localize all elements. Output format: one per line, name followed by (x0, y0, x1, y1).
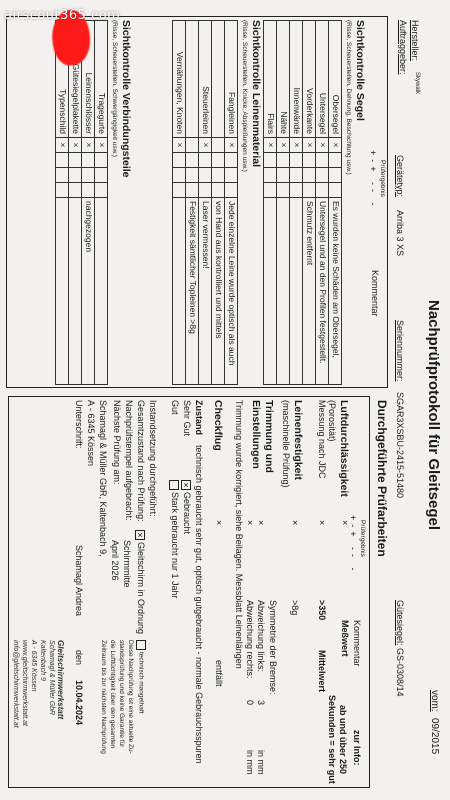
inst-value3: April 2026 (110, 540, 120, 581)
trimmung-links-label: Abweichung links: (256, 600, 266, 673)
segel-row-mark: × (290, 138, 303, 153)
leinen-row-comment: von Hand aus kontrolliert und mittels (212, 198, 225, 385)
verbindung-row-comment: nachgezogen (82, 198, 95, 385)
luft-title: Luftdurchlässigkeit (338, 400, 350, 497)
verbindung-row-empty (56, 153, 69, 168)
verbindung-row-label: Gütesiegelplakette (69, 21, 82, 138)
leinen-row-empty (186, 168, 199, 183)
segel-row-empty (290, 183, 303, 198)
leinen-row-mark: × (225, 138, 238, 153)
verbindung-row-empty (95, 183, 108, 198)
leinen-row-empty (225, 153, 238, 168)
verbindung-row-mark: × (82, 138, 95, 153)
leinen-title: Sichtkontrolle Leinenmaterial (250, 20, 262, 168)
segel-row-empty (303, 153, 316, 168)
verbindung-row-empty (95, 168, 108, 183)
segel-row (264, 21, 277, 385)
luft-line1: (Porosität) (327, 400, 337, 442)
segel-row-empty (290, 168, 303, 183)
zustand-option-gebraucht: ×Gebraucht (181, 480, 192, 534)
segel-row (277, 21, 290, 385)
check-mark: × (214, 520, 224, 526)
segel-row-empty (329, 183, 342, 198)
inst-line6: A - 6345 Kössen (86, 400, 96, 467)
segel-row-mark: × (316, 138, 329, 153)
stamp-line2: Schamagl & Müller GbR (48, 640, 55, 716)
segel-row-comment (290, 198, 303, 385)
check-value: entfällt (214, 660, 224, 687)
inst-checkbox-mangelhaft (136, 640, 146, 650)
leinen-row (173, 21, 186, 385)
inst-value4: Schamagl Andrea (74, 545, 84, 617)
verbindung-row-empty (82, 153, 95, 168)
zustand-checkbox-stark (169, 480, 179, 490)
leinen-row-empty (225, 168, 238, 183)
zustand-line1: technisch gebraucht sehr gut, optisch gutgebraucht - normale Gebrauchsspuren (194, 445, 204, 764)
check-title: Checkflug (212, 400, 224, 451)
verbindung-row-empty (69, 153, 82, 168)
stamp-line6: info@gleitschirmwerkstatt.at (12, 640, 19, 728)
segel-row-comment: Schmutz entfernt (303, 198, 316, 385)
segel-row-mark: × (277, 138, 290, 153)
trimmung-line1: Trimmung wurde korrigiert, siehe Beilagen. Messblatt Leinenlängen (234, 400, 244, 669)
verbindung-row-label: Leinenschlösser (82, 21, 95, 138)
leinen-row-empty (212, 168, 225, 183)
verbindung-table (55, 20, 108, 385)
segel-row-empty (303, 168, 316, 183)
guetesiegel-label: Gütesiegel: (395, 600, 405, 646)
segel-row-comment: Es wurden keine Schäden am Obersegel, (329, 198, 342, 385)
luft-mittelwert: Mittelwert (317, 650, 327, 693)
luft-messwert: >350 (317, 600, 327, 621)
left-col-marks: +-+ -- - (368, 150, 378, 210)
seriennummer-value: SGAR3XSBU-2415-51480 (395, 392, 405, 499)
segel-row-mark: × (329, 138, 342, 153)
verbindung-row-empty (82, 168, 95, 183)
segel-row-label: Obersegel (329, 21, 342, 138)
stamp-line1: Gleitschirmwerkstatt (56, 640, 65, 720)
verbindung-row-comment (69, 198, 82, 385)
segel-row-label: Nähte (277, 21, 290, 138)
luft-mark2: × (317, 520, 327, 526)
verbindung-row-label: Tragegurte (95, 21, 108, 138)
leinen-row-empty (186, 183, 199, 198)
hersteller-value: Skywalk (414, 72, 420, 95)
verbindung-row-mark: × (95, 138, 108, 153)
stamp-line5: www.gleitschirmwerkstatt.at (21, 640, 28, 726)
verbindung-row (56, 21, 69, 385)
trimmung-rechts-value: 0 (245, 700, 255, 706)
verbindung-row-empty (69, 168, 82, 183)
leinen-row-comment (173, 198, 186, 385)
zustand-checkbox-gebraucht (181, 480, 191, 490)
leinen-row-mark (186, 138, 199, 153)
segel-row-empty (316, 183, 329, 198)
segel-row (303, 21, 316, 385)
leinen-row-comment: Festigkeit sämtlicher Topleinen >8g (186, 198, 199, 385)
leinen-row-label: Steuerleinen (199, 21, 212, 138)
leinen-row (199, 21, 212, 385)
leinen-row-empty (173, 183, 186, 198)
inst-value2: Schirmmitte (122, 540, 132, 588)
luft-line2: Messung nach JDC (317, 400, 327, 479)
auftraggeber-label: Auftraggeber: (398, 20, 408, 75)
segel-row-empty (264, 183, 277, 198)
verbindung-row (69, 21, 82, 385)
leinenfest-title: Leinenfestigkeit (292, 400, 304, 480)
verbindung-row (95, 21, 108, 385)
inst-line7: Unterschrift: (74, 400, 84, 449)
zustand-label: Zustand (194, 400, 204, 435)
segel-row-empty (290, 153, 303, 168)
segel-row-label: Vorderkante (303, 21, 316, 138)
leinen-row (186, 21, 199, 385)
leinen-row-mark (212, 138, 225, 153)
segel-row (290, 21, 303, 385)
luft-messwert-label: Meßwert (340, 620, 350, 657)
segel-row-empty (264, 153, 277, 168)
verbindung-row-empty (69, 183, 82, 198)
segel-row-label: Flairs (264, 21, 277, 138)
stamp-line4: A - 6345 Kössen (30, 640, 37, 692)
leinen-row (225, 21, 238, 385)
segel-row-empty (316, 153, 329, 168)
trimmung-mark2: × (245, 520, 255, 526)
inst-date-label: den (74, 650, 84, 666)
trimmung-mark1: × (256, 520, 266, 526)
leinen-row-mark: × (173, 138, 186, 153)
inst-value1: ×Gleitschirm in Ordnung (135, 530, 146, 634)
inst-line1: Instandsetzung durchgeführt: (148, 400, 158, 517)
leinen-row (212, 21, 225, 385)
segel-row-empty (316, 168, 329, 183)
inst-checkbox-ok (135, 530, 145, 540)
leinenfest-line1: (maschinelle Prüfung) (281, 400, 291, 488)
leinen-table (172, 20, 238, 385)
segel-row-mark: × (303, 138, 316, 153)
left-pruefergebnis-header: Prüfergebnis (379, 160, 386, 197)
right-kommentar-header: Kommentar (352, 620, 362, 667)
verbindung-row-comment (56, 198, 69, 385)
inst-right5: Zeitraum bis zur nächsten Nachprüfung (100, 640, 107, 754)
inst-line5: Schamagl & Müller GbR, Kaltenbach 9, (98, 400, 108, 557)
verbindung-row-empty (56, 183, 69, 198)
segel-row-empty (277, 168, 290, 183)
inst-right3: standsprüfung und keine Garantie für (118, 640, 125, 748)
trimmung-links-unit: in mm (256, 750, 266, 775)
leinen-row-empty (199, 183, 212, 198)
trimmung-links-value: 3 (256, 700, 266, 706)
trimmung-sym: Symmetrie der Bremse: (268, 600, 278, 695)
leinenfest-mark: × (290, 520, 300, 526)
leinen-row-empty (173, 168, 186, 183)
leinen-row-label: Fangleinen (225, 21, 238, 138)
inst-right4: die Lufttüchtigkeit über den gesamten (109, 640, 116, 749)
verbindung-row-empty (82, 183, 95, 198)
leinen-row-comment: Jede einzelne Leine wurde optisch als auch (225, 198, 238, 385)
leinen-row-empty (199, 153, 212, 168)
leinen-row-empty (199, 168, 212, 183)
inst-line2: Gesamtzustand nach Prüfung: (136, 400, 146, 522)
inst-line3: Nachprüfstempel aufgebracht: (124, 400, 134, 521)
geraetetyp-value: Arriba 3 XS (395, 210, 405, 257)
inst-right1: technisch mangelhaft (136, 640, 146, 713)
segel-row (329, 21, 342, 385)
segel-row-label: Untersegel (316, 21, 329, 138)
guetesiegel-value: GS-0308/14 (395, 648, 405, 697)
segel-row-comment: Untersegel und an den Profilen festgestellt. (316, 198, 329, 385)
leinenfest-value: >8g (290, 600, 300, 616)
zustand-option-sehrgut: Sehr Gut (182, 400, 192, 437)
luft-info2: Sekunden = sehr gut (327, 695, 337, 784)
segel-table (263, 20, 342, 385)
segel-row-mark: × (264, 138, 277, 153)
leinen-row-empty (186, 153, 199, 168)
left-kommentar-header: Kommentar (370, 270, 380, 317)
segel-row-empty (303, 183, 316, 198)
leinen-row-comment: Laser vermessen! (199, 198, 212, 385)
zustand-option-stark: Stark gebraucht nur 1 Jahr (169, 480, 180, 599)
verbindung-row-mark: × (69, 138, 82, 153)
inst-line4: Nächste Prüfung am: (112, 400, 122, 485)
vom-label: vom: (429, 690, 440, 712)
verbindung-row-empty (56, 168, 69, 183)
watermark: airscout365.com (4, 8, 121, 23)
segel-row-label: Innenwände (290, 21, 303, 138)
geraetetyp-label: Gerätetyp: (395, 155, 405, 198)
leinen-row-empty (212, 153, 225, 168)
leinen-subtitle: (Risse, Scheuerstellen, Knicke, Abspleißungen usw.) (241, 20, 248, 172)
doc-title: Nachprüfprotokoll für Gleitsegel (425, 300, 442, 531)
luft-info1: ab und über 250 (338, 705, 348, 775)
right-pruefergebnis-header: Prüfergebnis (359, 520, 366, 557)
segel-row-empty (264, 168, 277, 183)
leinen-row-label (186, 21, 199, 138)
verbindung-subtitle: (Risse, Scheuerstellen, Schwergängigkeit usw.) (111, 20, 118, 157)
leinen-row-empty (212, 183, 225, 198)
leinen-row-label (212, 21, 225, 138)
right-col-marks: +-+ -- - (348, 515, 358, 575)
leinen-row-empty (173, 153, 186, 168)
segel-subtitle: (Risse, Scheuerstellen, Dehnung, Beschichtung usw.) (345, 20, 352, 175)
segel-row-empty (277, 153, 290, 168)
segel-row-comment (277, 198, 290, 385)
inst-right2: Diese Nachprüfung ist eine aktuelle Zu- (127, 640, 134, 754)
zurinfo-label: zur Info: (352, 730, 362, 766)
segel-row-comment (264, 198, 277, 385)
vom-value: 09/2015 (429, 718, 440, 755)
zustand-option-gut: Gut (170, 400, 180, 415)
luft-mark1: × (340, 520, 350, 526)
seriennummer-label: Seriennummer: (395, 320, 405, 382)
right-title: Durchgeführte Prüfarbeiten (375, 400, 389, 557)
segel-row-empty (329, 168, 342, 183)
trimmung-title2: Einstellungen (250, 400, 262, 469)
verbindung-row (82, 21, 95, 385)
segel-row (316, 21, 329, 385)
trimmung-title: Trimmung und (263, 400, 275, 473)
segel-title: Sichtkontrolle Segel (354, 20, 366, 121)
verbindung-row-label: Typenschild (56, 21, 69, 138)
segel-row-empty (329, 153, 342, 168)
trimmung-rechts-label: Abweichung rechts: (245, 600, 255, 679)
segel-row-empty (277, 183, 290, 198)
leinen-row-label: Vernähungen, Knoten (173, 21, 186, 138)
leinen-row-empty (225, 183, 238, 198)
verbindung-title: Sichtkontrolle Verbindungsteile (120, 20, 132, 178)
verbindung-row-mark: × (56, 138, 69, 153)
inst-date-value: 10.04.2024 (74, 680, 84, 726)
hersteller-label: Hersteller: (410, 20, 420, 62)
stamp-line3: Kaltenbach 9 (39, 640, 46, 681)
verbindung-row-empty (95, 153, 108, 168)
leinen-row-mark: × (199, 138, 212, 153)
trimmung-rechts-unit: in mm (245, 750, 255, 775)
verbindung-row-comment (95, 198, 108, 385)
